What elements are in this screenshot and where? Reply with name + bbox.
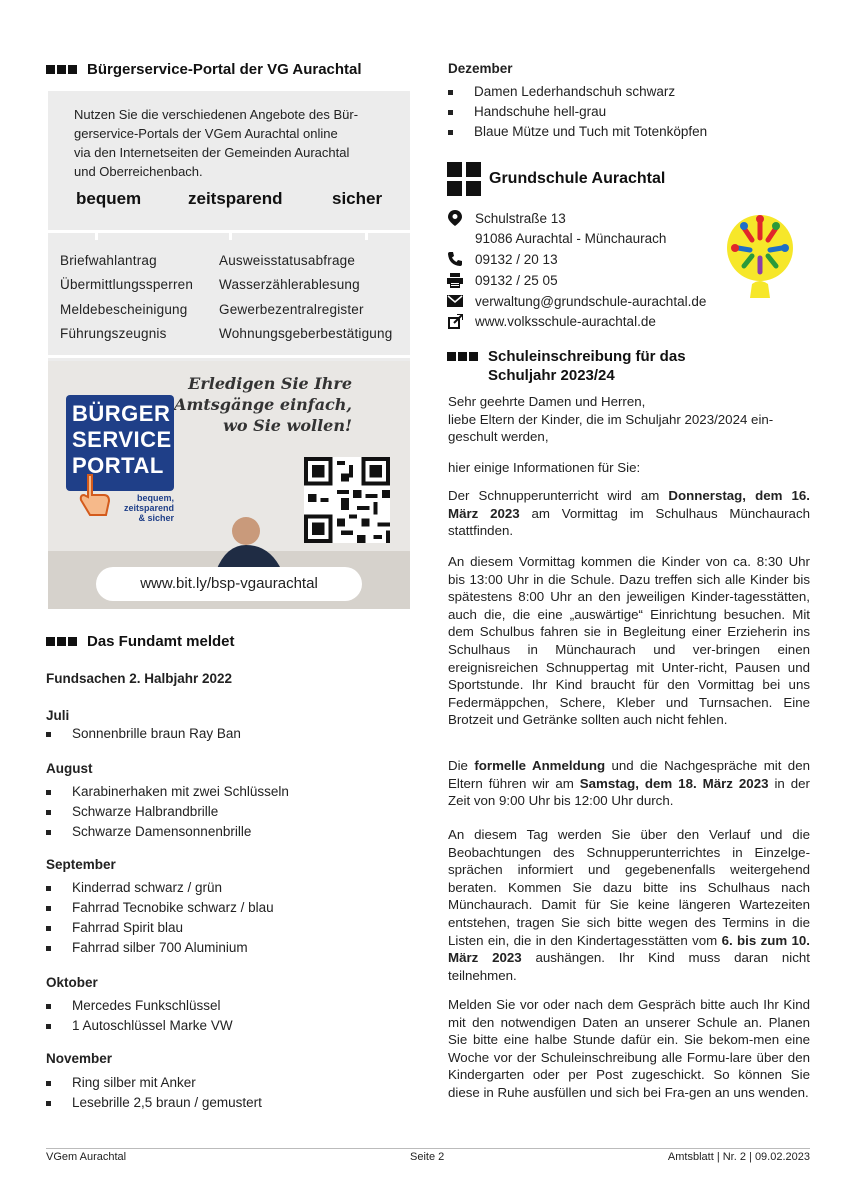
portal-intro-line: und Oberreichenbach. [74, 164, 203, 179]
text-run: Der Schnupperunterricht wird am [448, 488, 669, 503]
advert-slogan-line: Erledigen Sie Ihre [188, 374, 352, 393]
list-item: Ring silber mit Anker [44, 1073, 262, 1093]
list-item: Fahrrad Spirit blau [44, 918, 274, 938]
advert-slogan [174, 373, 352, 436]
tagline-bequem: bequem [76, 189, 142, 208]
portal-info-box [48, 91, 410, 609]
list-item: 1 Autoschlüssel Marke VW [44, 1016, 233, 1036]
pointing-hand-icon [78, 473, 112, 519]
found-items-list [44, 782, 289, 842]
fundamt-subheading: Fundsachen 2. Halbjahr 2022 [46, 671, 233, 686]
month-heading: November [46, 1051, 113, 1066]
list-item: Fahrrad Tecnobike schwarz / blau [44, 898, 274, 918]
school-phone [447, 251, 558, 267]
fundamt-heading-text: Das Fundamt meldet [87, 633, 235, 650]
month-heading: Dezember [448, 61, 513, 76]
section-squares-icon [46, 65, 77, 74]
divider-tick [229, 230, 232, 240]
list-item: Blaue Mütze und Tuch mit Totenköpfen [446, 122, 707, 142]
qr-code-icon [304, 457, 390, 543]
footer-page-number: Seite 2 [410, 1151, 445, 1163]
enrolment-paragraph: Melden Sie vor oder nach dem Gespräch bitte auch Ihr Kind mit den notwendigen Daten an unserer Schule an. Planen Sie bitte eine halbe Stunde dafür ein. Sie bekom-men eine Woche vor der Schuleinschreibung alle Formu-lare über den Kindergarten oder per Post zugeschickt. So können Sie diese in Ruhe ausfüllen und sich bei Fra-gen an uns wenden. [448, 997, 810, 1100]
enrolment-heading-line: Schuleinschreibung für das [488, 348, 686, 365]
advert-slogan-line: Amtsgänge einfach, [174, 395, 352, 414]
divider-tick [95, 230, 98, 240]
list-item: Karabinerhaken mit zwei Schlüsseln [44, 782, 289, 802]
portal-intro-line: via den Internetseiten der Gemeinden Aurachtal [74, 145, 350, 160]
advert-slogan-line: wo Sie wollen! [223, 416, 352, 435]
text-run-bold: Donnerstag, dem 16. März 2023 [448, 488, 810, 521]
list-item: Kinderrad schwarz / grün [44, 878, 274, 898]
service-item: Briefwahlantrag [60, 253, 157, 268]
school-city: 91086 Aurachtal - Münchaurach [475, 231, 667, 246]
school-web-link[interactable]: www.volksschule-aurachtal.de [475, 313, 656, 329]
enrolment-info-intro: hier einige Informationen für Sie: [448, 460, 641, 475]
logo-line: PORTAL [72, 453, 164, 478]
enrolment-greeting: Sehr geehrte Damen und Herren, liebe Eltern der Kinder, die im Schuljahr 2023/2024 ein- geschult werden, [448, 394, 774, 445]
found-items-list [446, 82, 707, 142]
service-item: Gewerbezentralregister [219, 302, 364, 317]
enrolment-heading-line: Schuljahr 2023/24 [488, 367, 615, 384]
text-run: am Vormittag im Schulhaus Münchaurach stattfinden. [448, 505, 810, 539]
found-items-list [44, 878, 274, 958]
service-item: Wasserzählerablesung [219, 277, 360, 292]
logo-subline [112, 493, 174, 523]
logo-line: BÜRGER [72, 401, 171, 426]
school-heading [447, 162, 665, 196]
school-name: Grundschule Aurachtal [489, 170, 666, 187]
month-heading: September [46, 857, 116, 872]
school-emblem-image [724, 208, 796, 302]
portal-url[interactable]: www.bit.ly/bsp-vgaurachtal [96, 567, 362, 601]
school-email-link[interactable]: verwaltung@grundschule-aurachtal.de [475, 293, 707, 309]
school-web [447, 313, 656, 329]
text-run: in der Zeit von 9:00 Uhr bis 12:00 Uhr durch. [448, 775, 810, 809]
service-item: Wohnungsgeberbestätigung [219, 326, 393, 341]
list-item: Damen Lederhandschuh schwarz [446, 82, 707, 102]
divider-tick [365, 230, 368, 240]
month-heading: August [46, 761, 93, 776]
list-item: Lesebrille 2,5 braun / gemustert [44, 1093, 262, 1113]
found-items-list [44, 1073, 262, 1113]
enrolment-paragraph: An diesem Vormittag kommen die Kinder von ca. 8:30 Uhr bis 13:00 Uhr in die Schule. Dazu treffen sich alle Kinder bis spätestens 8:00 Uhr an den jeweiligen Kinder-tagesstätten, auch die, die eine „auswärtige“ Einrichtung besuchen. Mit dem Schulbus fahren sie in Begleitung einer Erzieherin ins Schulhaus in Münchaurach und ver-bringen einen ereignisreichen Schnuppertag mit Unter-richt, Pausen und Sportstunde. Ihr Kind braucht für den Vormittag bei uns Federmäppchen, Schere, Kleber und Turnsachen. Eine Brotzeit und Getränke sollten auch nicht fehlen. [448, 554, 810, 728]
enrolment-paragraph [448, 826, 810, 984]
portal-heading-text: Bürgerservice-Portal der VG Aurachtal [87, 61, 362, 78]
service-item: Übermittlungssperren [60, 277, 194, 292]
fax-printer-icon [447, 272, 463, 288]
found-items-list [44, 724, 241, 744]
text-run: An diesem Tag werden Sie über den Verlauf und die Beobachtungen des Schnupperunterrichtes in Einzelge-sprächen informiert und gegebenenfalls weitergehend beraten. Kommen Sie dazu bitte ins Schulhaus nach Münchaurach. Damit für Sie keine längeren Wartezeiten entstehen, tragen Sie sich bitte wegen des Termins in die Listen ein, die in den Kindertagesstätten vom [448, 827, 810, 948]
logo-line: SERVICE [72, 427, 172, 452]
logo-sub-line: & sicher [138, 513, 174, 523]
service-item: Führungszeugnis [60, 326, 167, 341]
text-run: aushängen. Ihr Kind muss daran nicht teilnehmen. [448, 950, 810, 983]
section-squares-icon [46, 637, 77, 646]
school-fax [447, 272, 558, 288]
external-link-icon [447, 313, 463, 329]
portal-advert [48, 361, 410, 609]
divider [48, 355, 410, 358]
month-heading: Oktober [46, 975, 98, 990]
list-item: Handschuhe hell-grau [446, 102, 707, 122]
list-item: Schwarze Halbrandbrille [44, 802, 289, 822]
enrolment-heading [447, 348, 686, 384]
logo-sub-line: zeitsparend [123, 503, 174, 513]
school-street [447, 210, 566, 226]
enrolment-paragraph [448, 757, 810, 810]
tagline-sicher: sicher [332, 189, 383, 208]
location-pin-icon [447, 210, 463, 226]
portal-heading [46, 61, 362, 78]
mail-icon [447, 293, 463, 309]
portal-intro [74, 105, 386, 181]
school-street-text: Schulstraße 13 [475, 210, 566, 226]
service-item: Meldebescheinigung [60, 302, 188, 317]
person-photo-icon [196, 511, 306, 571]
text-run: und die Nachgespräche mit den Eltern führen wir am [448, 758, 810, 791]
text-run-bold: Samstag, dem 18. März 2023 [579, 775, 769, 791]
portal-intro-line: Nutzen Sie die verschiedenen Angebote des Bür- [74, 107, 359, 122]
phone-icon [447, 251, 463, 267]
page-footer [46, 1148, 810, 1163]
text-run-bold: formelle Anmeldung [474, 758, 606, 773]
fundamt-heading [46, 633, 235, 650]
list-item: Fahrrad silber 700 Aluminium [44, 938, 274, 958]
school-fax-text: 09132 / 25 05 [475, 272, 558, 288]
section-squares-icon [447, 352, 478, 361]
logo-sub-line: bequem, [136, 493, 174, 503]
footer-left: VGem Aurachtal [46, 1151, 127, 1163]
school-email [447, 293, 706, 309]
school-phone-text: 09132 / 20 13 [475, 251, 558, 267]
footer-right: Amtsblatt | Nr. 2 | 09.02.2023 [667, 1151, 810, 1163]
portal-intro-line: gerservice-Portals der VGem Aurachtal online [74, 126, 338, 141]
service-item: Ausweisstatusabfrage [219, 253, 356, 268]
text-run: Die [448, 758, 475, 773]
found-items-list [44, 996, 233, 1036]
list-item: Schwarze Damensonnenbrille [44, 822, 289, 842]
school-logo-squares-icon [447, 162, 481, 196]
month-heading: Juli [46, 708, 70, 723]
text-run-bold: 6. bis zum 10. März 2023 [448, 932, 810, 966]
enrolment-paragraph [448, 487, 810, 540]
list-item: Mercedes Funkschlüssel [44, 996, 233, 1016]
list-item: Sonnenbrille braun Ray Ban [44, 724, 241, 744]
tagline-zeitsparend: zeitsparend [188, 189, 283, 208]
